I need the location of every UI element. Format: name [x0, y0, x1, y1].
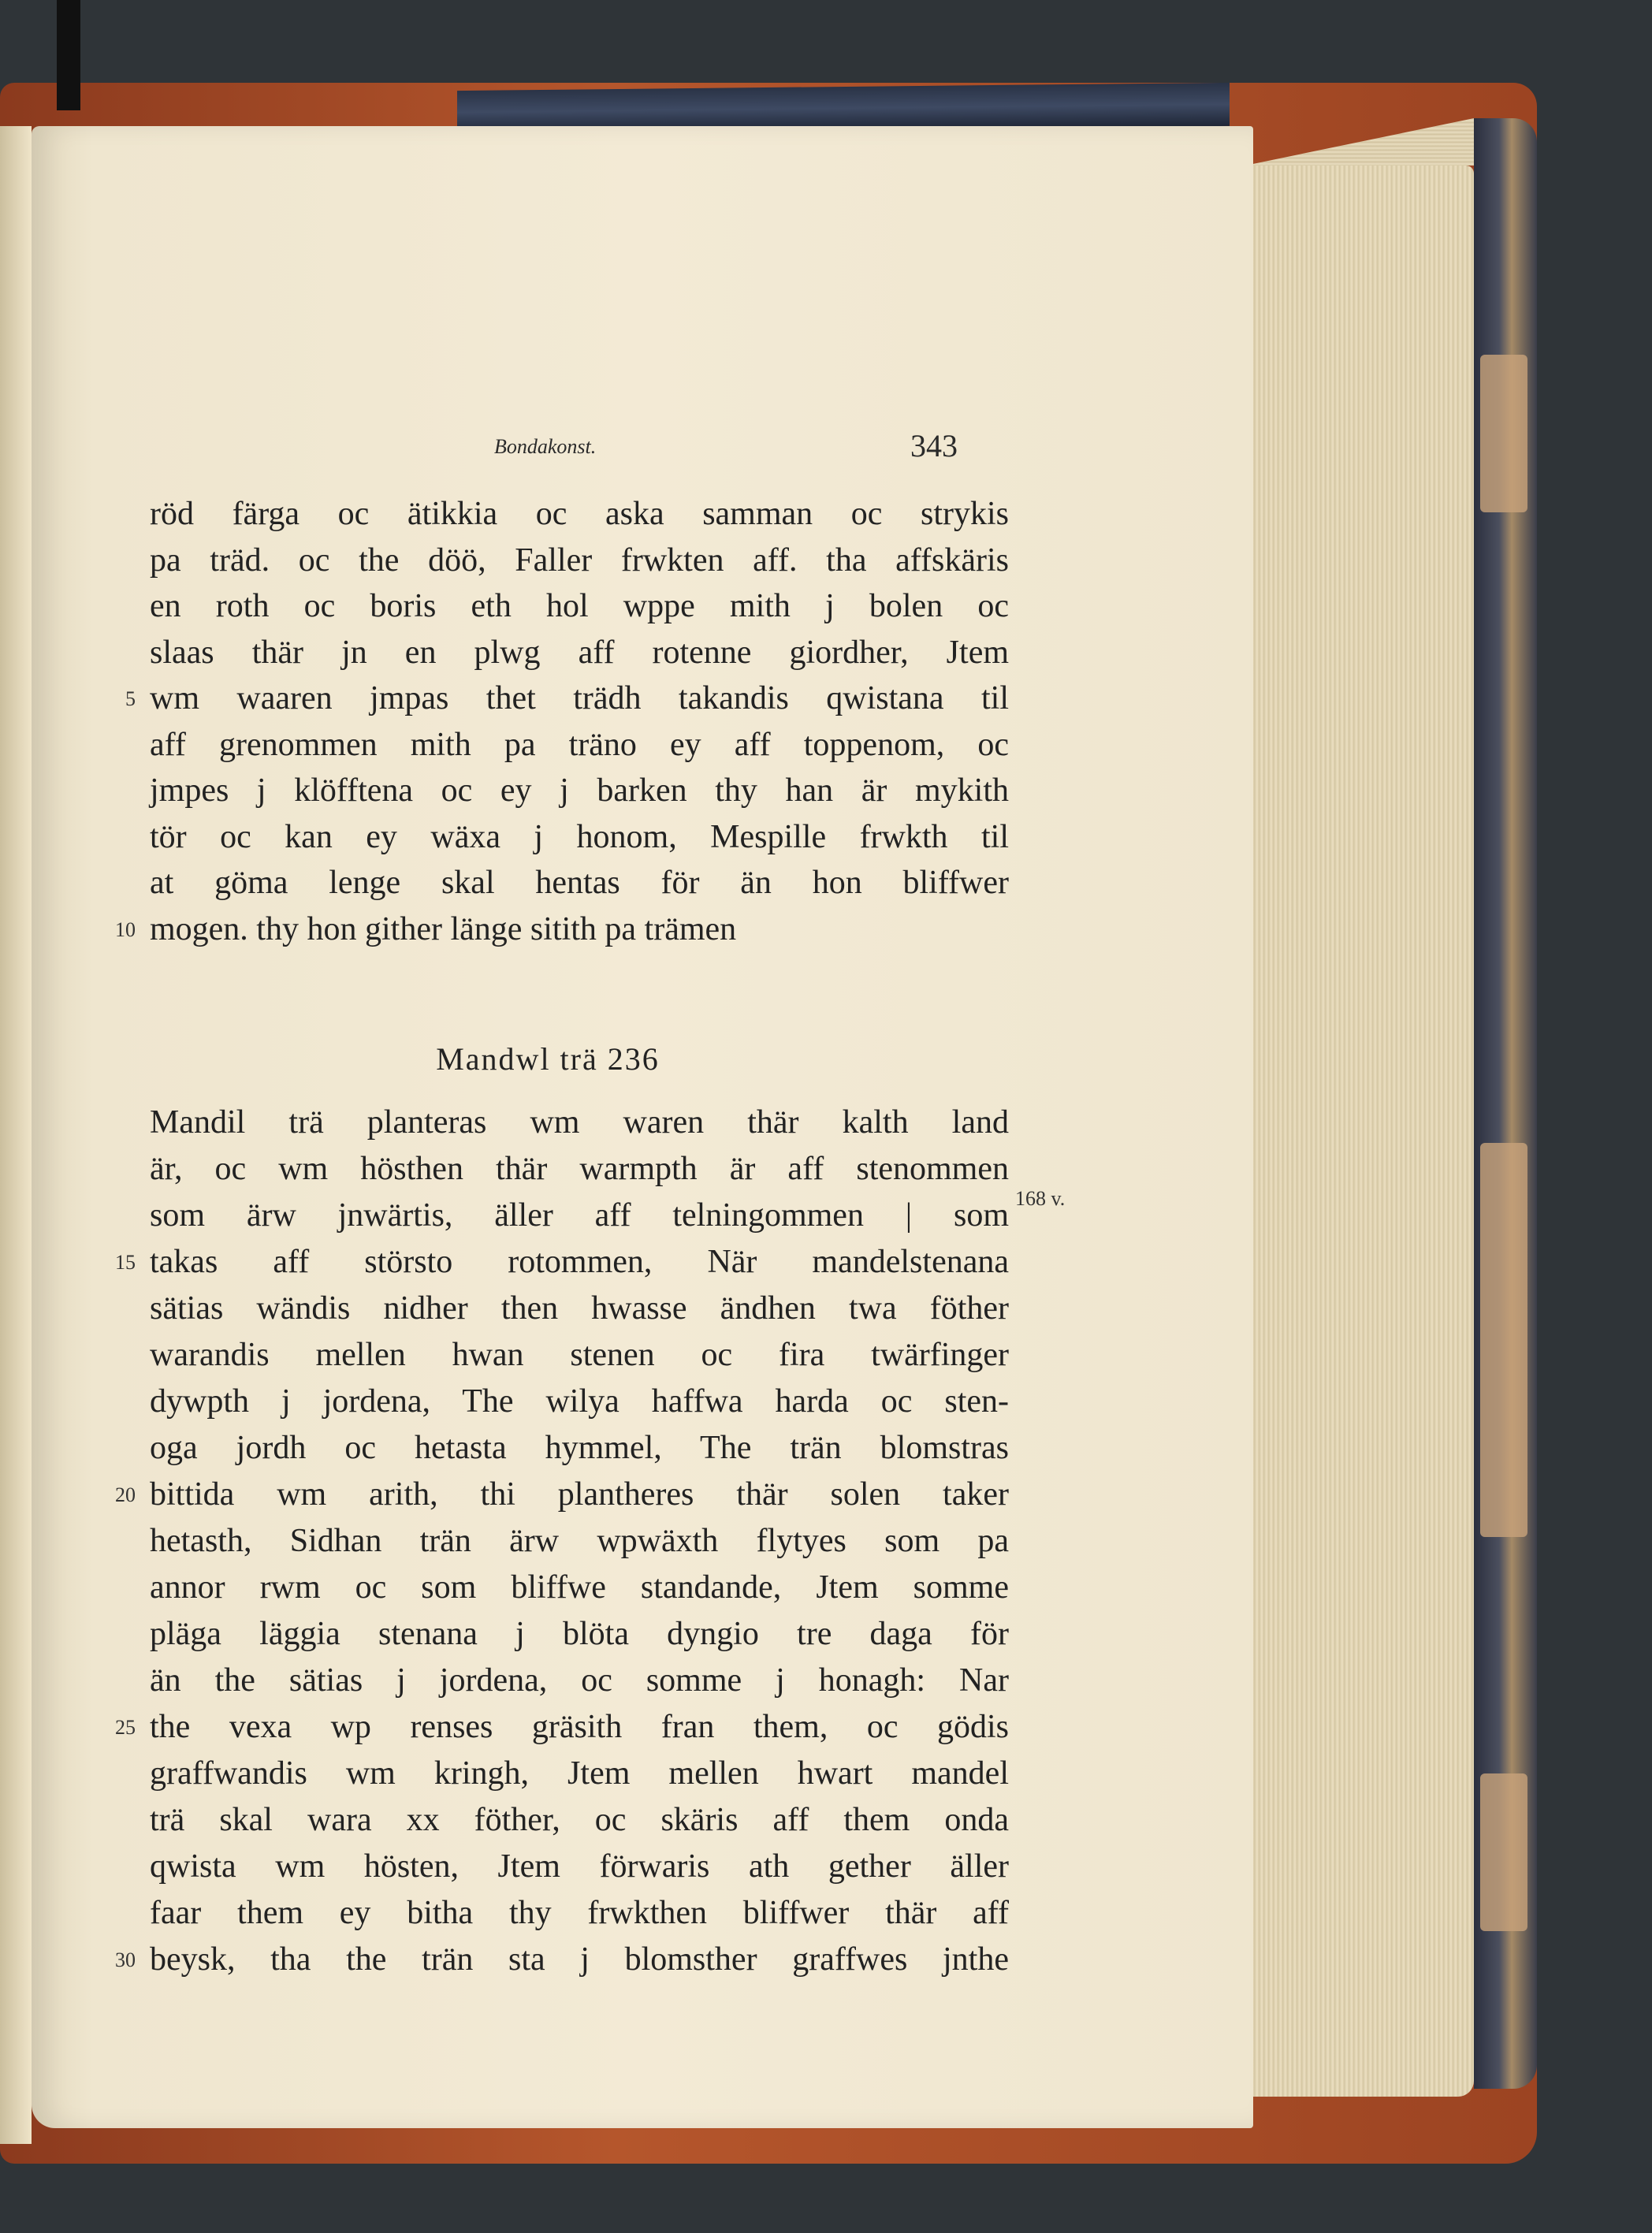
leather-patch: [1480, 1143, 1527, 1537]
text-line: tör oc kan ey wäxa j honom, Mespille frwkth til: [150, 818, 1009, 855]
text-line: mogen. thy hon gither länge sitith pa trämen: [150, 910, 737, 947]
text-line: pa träd. oc the döö, Faller frwkten aff. tha affskäris: [150, 542, 1009, 579]
text-line: Mandil trä planteras wm waren thär kalth land: [150, 1104, 1009, 1141]
text-line: wm waaren jmpas thet trädh takandis qwistana til: [150, 680, 1009, 716]
text-line: graffwandis wm kringh, Jtem mellen hwart mandel: [150, 1755, 1009, 1792]
text-line: faar them ey bitha thy frwkthen bliffwer thär aff: [150, 1895, 1009, 1931]
line-number: 30: [115, 1948, 136, 1971]
text-line: än the sätias j jordena, oc somme j honagh: Nar: [150, 1662, 1009, 1699]
line-number: 15: [115, 1251, 136, 1274]
text-line: at göma lenge skal hentas för än hon bliffwer: [150, 865, 1009, 901]
line-number: 10: [115, 917, 136, 941]
margin-folio-note: 168 v.: [1015, 1187, 1066, 1210]
running-head: [32, 428, 1253, 467]
line-number: 25: [115, 1716, 136, 1739]
text-line: trä skal wara xx föther, oc skäris aff them onda: [150, 1802, 1009, 1838]
text-line: oga jordh oc hetasta hymmel, The trän blomstras: [150, 1430, 1009, 1466]
book-page: [32, 126, 1253, 2128]
text-line: jmpes j klöfftena oc ey j barken thy han är mykith: [150, 772, 1009, 809]
text-line: är, oc wm hösthen thär warmpth är aff stenommen: [150, 1151, 1009, 1187]
running-head-title: Bondakonst.: [494, 435, 597, 458]
text-line: annor rwm oc som bliffwe standande, Jtem somme: [150, 1569, 1009, 1606]
page-number: 343: [910, 428, 958, 463]
text-line: pläga läggia stenana j blöta dyngio tre daga för: [150, 1616, 1009, 1652]
text-line: the vexa wp renses gräsith fran them, oc gödis: [150, 1709, 1009, 1745]
bookmark-ribbon: [57, 0, 80, 110]
leather-patch: [1480, 355, 1527, 512]
line-number: 20: [115, 1483, 136, 1506]
text-line: röd färga oc ätikkia oc aska samman oc strykis: [150, 496, 1009, 532]
text-line: bittida wm arith, thi plantheres thär solen taker: [150, 1476, 1009, 1513]
text-line: dywpth j jordena, The wilya haffwa harda oc sten-: [150, 1383, 1009, 1420]
text-line: beysk, tha the trän sta j blomsther graffwes jnthe: [150, 1941, 1009, 1978]
text-line: slaas thär jn en plwg aff rotenne giordher, Jtem: [150, 634, 1009, 671]
section-heading-text: Mandwl trä 236: [436, 1041, 660, 1077]
line-number: 5: [125, 687, 136, 710]
text-line: aff grenommen mith pa träno ey aff toppenom, oc: [150, 726, 1009, 763]
text-line: sätias wändis nidher then hwasse ändhen twa föther: [150, 1290, 1009, 1327]
text-line: qwista wm hösten, Jtem förwaris ath gether äller: [150, 1848, 1009, 1885]
text-line: en roth oc boris eth hol wppe mith j bolen oc: [150, 588, 1009, 624]
text-line: som ärw jnwärtis, äller aff telningommen | som: [150, 1197, 1009, 1234]
text-line: warandis mellen hwan stenen oc fira twärfinger: [150, 1337, 1009, 1373]
text-line: takas aff störsto rotommen, När mandelstenana: [150, 1244, 1009, 1280]
leather-patch: [1480, 1773, 1527, 1931]
book-spine: [1474, 118, 1537, 2089]
page-block-edge: [1245, 166, 1474, 2097]
text-line: hetasth, Sidhan trän ärw wpwäxth flytyes som pa: [150, 1523, 1009, 1559]
section-heading: [32, 1040, 1253, 1077]
previous-page-edge: [0, 126, 32, 2144]
